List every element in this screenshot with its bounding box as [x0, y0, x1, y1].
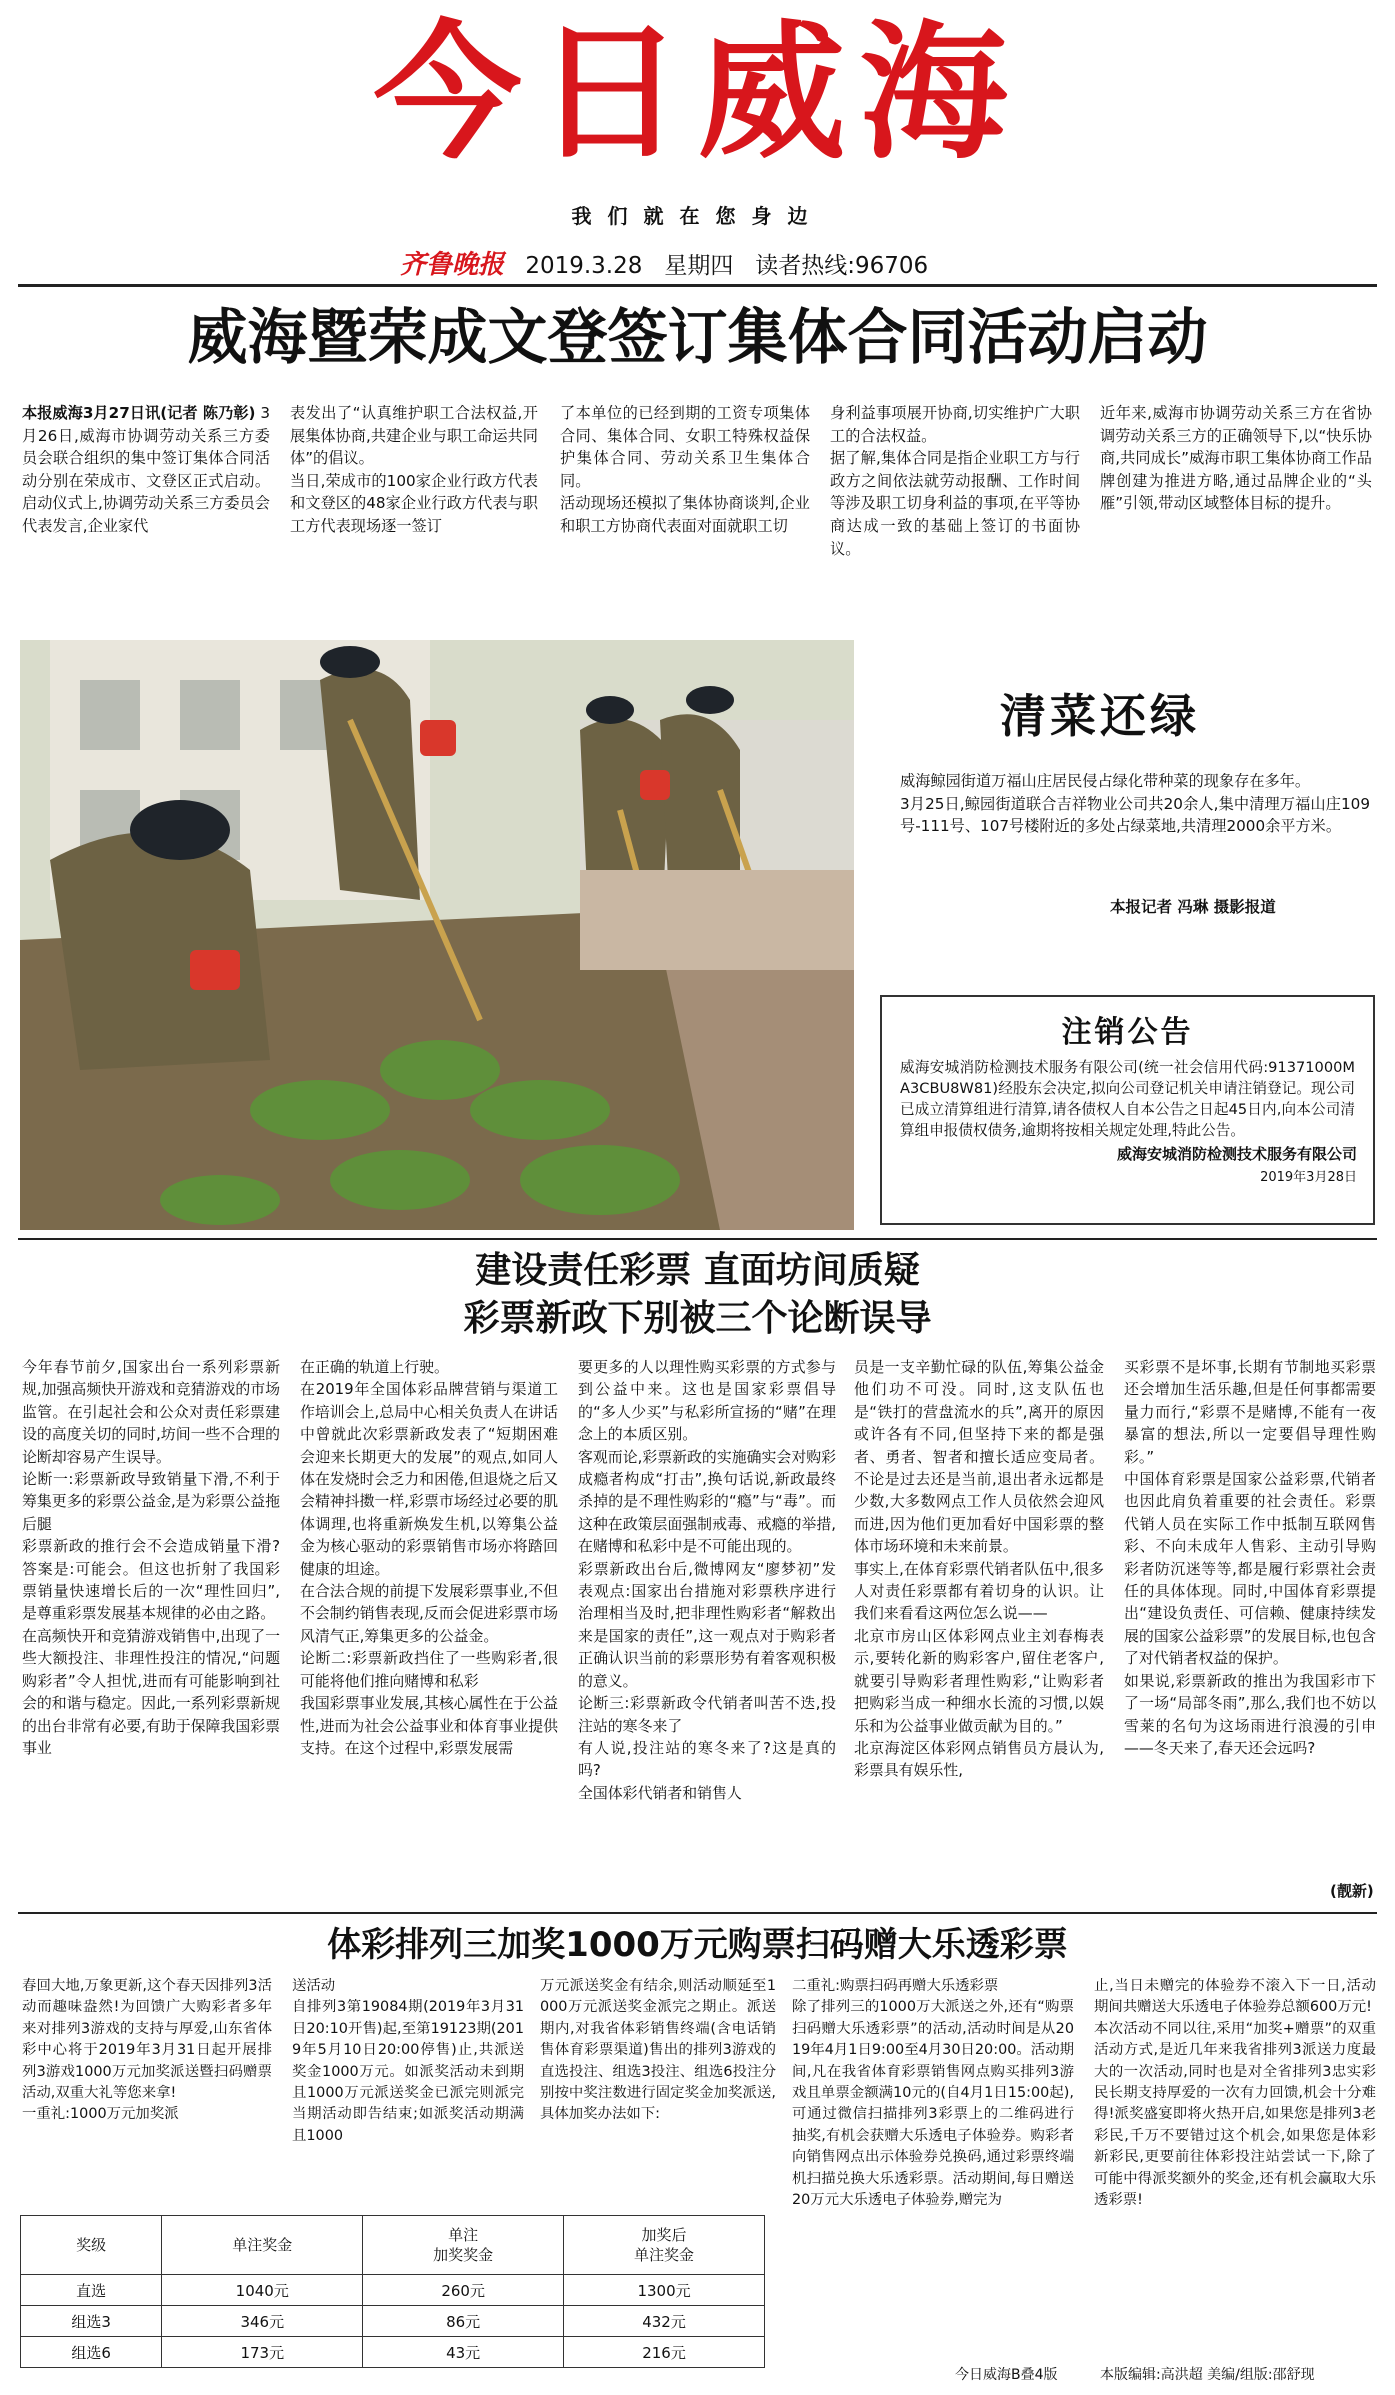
- issue-weekday: 星期四: [664, 253, 734, 279]
- article2-col-2: 在正确的轨道上行驶。 在2019年全国体彩品牌营销与渠道工作培训会上,总局中心相关负责人在讲话中曾就此次彩票新政发表了“短期困难会迎来长期更大的发展”的观点,如同人体在发烧时会乏力和困倦,但退烧之后又会精神抖擞一样,彩票市场经过必要的肌体调理,也将重新焕发生机,以筹集公益金为核心驱动的彩票销售市场亦将踏回健康的坦途。 在合法合规的前提下发展彩票事业,不但不会制约销售表现,反而会促进彩票市场风清气正,筹集更多的公益金。 论断二:彩票新政挡住了一些购彩者,很可能将他们推向赌博和私彩 我国彩票事业发展,其核心属性在于公益性,进而为社会公益事业和体育事业提供支持。在这个过程中,彩票发展需: [300, 1358, 558, 1757]
- article1-col-4: 身利益事项展开协商,切实维护广大职工的合法权益。 据了解,集体合同是指企业职工方与行政方之间依法就劳动报酬、工作时间等涉及职工切身利益的事项,在平等协商达成一致的基础上签订的书面协议。: [830, 404, 1080, 558]
- issue-date: 2019.3.28: [525, 253, 643, 279]
- article2-col-1: 今年春节前夕,国家出台一系列彩票新规,加强高频快开游戏和竞猜游戏的市场监管。在引起社会和公众对责任彩票建设的高度关切的同时,坊间一些不合理的论断却容易产生误导。 论断一:彩票新政导致销量下滑,不利于筹集更多的彩票公益金,是为彩票公益拖后腿 彩票新政的推行会不会造成销量下滑?答案是:可能会。但这也折射了我国彩票销量快速增长后的一次“理性回归”,是尊重彩票发展基本规律的必由之路。 在高频快开和竞猜游戏销售中,出现了一些大额投注、非理性投注的情况,“问题购彩者”令人担忧,进而有可能影响到社会的和谐与稳定。因此,一系列彩票新规的出台非常有必要,有助于保障我国彩票事业: [22, 1358, 280, 1757]
- article1-col-3: 了本单位的已经到期的工资专项集体合同、集体合同、女职工特殊权益保护集体合同、劳动关系卫生集体合同。 活动现场还模拟了集体协商谈判,企业和职工方协商代表面对面就职工切: [560, 404, 810, 535]
- article1-headline: 威海暨荣成文登签订集体合同活动启动: [187, 303, 1208, 373]
- table-row: [21, 2275, 765, 2306]
- table-cell: 43元: [363, 2337, 564, 2368]
- table-cell: 346元: [162, 2306, 363, 2337]
- dateline: [400, 244, 928, 281]
- feature-body: 威海鲸园街道万福山庄居民侵占绿化带种菜的现象存在多年。 3月25日,鲸园街道联合吉祥物业公司共20余人,集中清理万福山庄109号-111号、107号楼附近的多处占绿菜地,共清理2000余平方米。: [900, 772, 1370, 836]
- article2-col-3: 要更多的人以理性购买彩票的方式参与到公益中来。这也是国家彩票倡导的“多人少买”与私彩所宣扬的“赌”在理念上的本质区别。 客观而论,彩票新政的实施确实会对购彩成瘾者构成“打击”,换句话说,新政最终杀掉的是不理性购彩的“瘾”与“毒”。而这种在政策层面强制戒毒、戒瘾的举措,在赌博和私彩中是不可能出现的。 彩票新政出台后,微博网友“廖梦初”发表观点:国家出台措施对彩票秩序进行治理相当及时,把非理性购彩者“解救出来是国家的责任”,这一观点对于购彩者正确认识当前的彩票形势有着客观积极的意义。 论断三:彩票新政令代销者叫苦不迭,投注站的寒冬来了 有人说,投注站的寒冬来了?这是真的吗? 全国体彩代销者和销售人: [578, 1358, 836, 1802]
- table-cell: 173元: [162, 2337, 363, 2368]
- table-cell: 1040元: [162, 2275, 363, 2306]
- table-cell: 组选3: [21, 2306, 162, 2337]
- table-cell: 1300元: [564, 2275, 765, 2306]
- notice-body: 威海安城消防检测技术服务有限公司(统一社会信用代码:91371000MA3CBU8W81)经股东会决定,拟向公司登记机关申请注销登记。现公司已成立清算组进行清算,请各债权人自本公告之日起45日内,向本公司清算组申报债权债务,逾期将按相关规定处理,特此公告。: [900, 1059, 1355, 1139]
- brand-logo: 齐鲁晚报: [400, 250, 505, 280]
- photo-illustration: [20, 640, 854, 1230]
- table-cell: 直选: [21, 2275, 162, 2306]
- table-row: [21, 2337, 765, 2368]
- table-row: [21, 2306, 765, 2337]
- article1-col-1: [22, 402, 270, 538]
- notice-signer: 威海安城消防检测技术服务有限公司: [1116, 1145, 1357, 1163]
- article2-col-4: 员是一支辛勤忙碌的队伍,筹集公益金他们功不可没。同时,这支队伍也是“铁打的营盘流水的兵”,离开的原因或许各有不同,但坚持下来的都是强者、勇者、智者和擅长适应变局者。不论是过去还是当前,退出者永远都是少数,大多数网点工作人员依然会迎风而进,因为他们更加看好中国彩票的整体市场环境和未来前景。 事实上,在体育彩票代销者队伍中,很多人对责任彩票都有着切身的认识。让我们来看看这两位怎么说—— 北京市房山区体彩网点业主刘春梅表示,要转化新的购彩客户,留住老客户,就要引导购彩者理性购彩,“让购彩者把购彩当成一种细水长流的习惯,以娱乐和为公益事业做贡献为目的。” 北京海淀区体彩网点销售员方晨认为,彩票具有娱乐性,: [854, 1358, 1104, 1780]
- article1-col-2: 表发出了“认真维护职工合法权益,开展集体协商,共建企业与职工命运共同体”的倡议。 当日,荣成市的100家企业行政方代表和文登区的48家企业行政方代表与职工方代表现场逐一签订: [290, 404, 538, 535]
- table-cell: 组选6: [21, 2337, 162, 2368]
- article3-col-2: 送活动 自排列3第19084期(2019年3月31日20:10开售)起,至第19123期(2019年5月10日20:00停售)止,共派送奖金1000万元。如派奖活动未到期且1000万元派送奖金已派完则派完当期活动即告结束;如派奖活动期满且1000: [292, 1978, 524, 2144]
- feature-credit: 本报记者 冯琳 摄影报道: [1110, 898, 1276, 916]
- article3-col-3: 万元派送奖金有结余,则活动顺延至1000万元派送奖金派完之期止。派送期内,对我省体彩销售终端(含电话销售体育彩票渠道)售出的排列3游戏的直选投注、组选3投注、组选6投注分别按中奖注数进行固定奖金加奖派送,具体加奖办法如下:: [540, 1978, 776, 2123]
- section-rule-2: [18, 1912, 1377, 1914]
- notice-title: 注销公告: [1061, 1015, 1194, 1050]
- photo-soldiers-clearing-vegetables: [20, 640, 854, 1230]
- article3-col-4: 二重礼:购票扫码再赠大乐透彩票 除了排列三的1000万大派送之外,还有“购票扫码赠大乐透彩票”的活动,活动时间是从2019年4月1日9:00至4月30日20:00。活动期间,凡在我省体育彩票销售网点购买排列3游戏且单票金额满10元的(自4月1日15:00起),可通过微信扫描排列3彩票上的二维码进行抽奖,有机会获赠大乐透电子体验券。购彩者向销售网点出示体验券兑换码,通过彩票终端机扫描兑换大乐透彩票。活动期间,每日赠送20万元大乐透电子体验券,赠完为: [792, 1978, 1074, 2209]
- article2-headline-1: 建设责任彩票 直面坊间质疑: [475, 1250, 920, 1291]
- masthead-rule: [18, 284, 1377, 287]
- article3-headline: 体彩排列三加奖1000万元购票扫码赠大乐透彩票: [327, 1925, 1068, 1965]
- article1-col-1-text: 3月26日,威海市协调劳动关系三方委员会联合组织的集中签订集体合同活动分别在荣成市、文登区正式启动。启动仪式上,协调劳动关系三方委员会代表发言,企业家代: [22, 404, 270, 535]
- prize-table-header-cell: 单注 加奖奖金: [363, 2216, 564, 2275]
- prize-table-header-cell: 单注奖金: [162, 2216, 363, 2275]
- article3-col-5: 止,当日未赠完的体验券不滚入下一日,活动期间共赠送大乐透电子体验券总额600万元! 本次活动不同以往,采用“加奖+赠票”的双重活动方式,是近几年来我省排列3派送力度最大的一次活动,同时也是对全省排列3忠实彩民长期支持厚爱的一次有力回馈,机会十分难得!派奖盛宴即将火热开启,如果您是排列3老彩民,千万不要错过这个机会,如果您是体彩新彩民,更要前往体彩投注站尝试一下,除了可能中得派奖额外的奖金,还有机会赢取大乐透彩票!: [1094, 1978, 1376, 2209]
- article2-col-5: 买彩票不是坏事,长期有节制地买彩票还会增加生活乐趣,但是任何事都需要量力而行,“彩票不是赌博,不能有一夜暴富的想法,所以一定要倡导理性购彩。” 中国体育彩票是国家公益彩票,代销者也因此肩负着重要的社会责任。彩票代销人员在实际工作中抵制互联网售彩、不向未成年人售彩、主动引导购彩者防沉迷等等,都是履行彩票社会责任的具体体现。同时,中国体育彩票提出“建设负责任、可信赖、健康持续发展的国家公益彩票”的发展目标,也包含了对代销者权益的保护。 如果说,彩票新政的推出为我国彩市下了一场“局部冬雨”,那么,我们也不妨以雪莱的名句为这场雨进行浪漫的引申——冬天来了,春天还会远吗?: [1124, 1358, 1376, 1757]
- article2-byline: (靓新): [1330, 1882, 1374, 1900]
- prize-table: [20, 2215, 765, 2368]
- prize-table-header-cell: 加奖后 单注奖金: [564, 2216, 765, 2275]
- article1-col-5: 近年来,威海市协调劳动关系三方在省协调劳动关系三方的正确领导下,以“快乐协商,共同成长”威海市职工集体协商工作品牌创建为推进方略,通过品牌企业的“头雁”引领,带动区域整体目标的提升。: [1100, 404, 1372, 513]
- prize-table-header-cell: 奖级: [21, 2216, 162, 2275]
- notice-date: 2019年3月28日: [1260, 1170, 1357, 1185]
- masthead-title: 今日威海: [373, 7, 1022, 179]
- prize-table-header: [21, 2216, 765, 2275]
- table-cell: 260元: [363, 2275, 564, 2306]
- notice-box: [880, 995, 1375, 1225]
- table-cell: 216元: [564, 2337, 765, 2368]
- footer-editors: 本版编辑:高洪超 美编/组版:邵舒现: [1100, 2367, 1315, 2383]
- article2-headline-2: 彩票新政下别被三个论断误导: [463, 1298, 932, 1339]
- table-cell: 432元: [564, 2306, 765, 2337]
- article3-col-1: 春回大地,万象更新,这个春天因排列3活动而趣味盎然!为回馈广大购彩者多年来对排列3游戏的支持与厚爱,山东省体彩中心将于2019年3月31日起开展排列3游戏1000万元加奖派送暨扫码赠票活动,双重大礼等您来拿! 一重礼:1000万元加奖派: [22, 1978, 272, 2123]
- reader-hotline: 读者热线:96706: [755, 253, 929, 279]
- footer-pageinfo: 今日威海B叠4版: [955, 2367, 1058, 2383]
- article1-lead: 本报威海3月27日讯(记者 陈乃彰): [22, 404, 256, 422]
- table-cell: 86元: [363, 2306, 564, 2337]
- section-rule-1: [18, 1238, 1377, 1240]
- feature-title: 清菜还绿: [1000, 689, 1200, 743]
- masthead-slogan: 我们就在您身边: [571, 204, 824, 228]
